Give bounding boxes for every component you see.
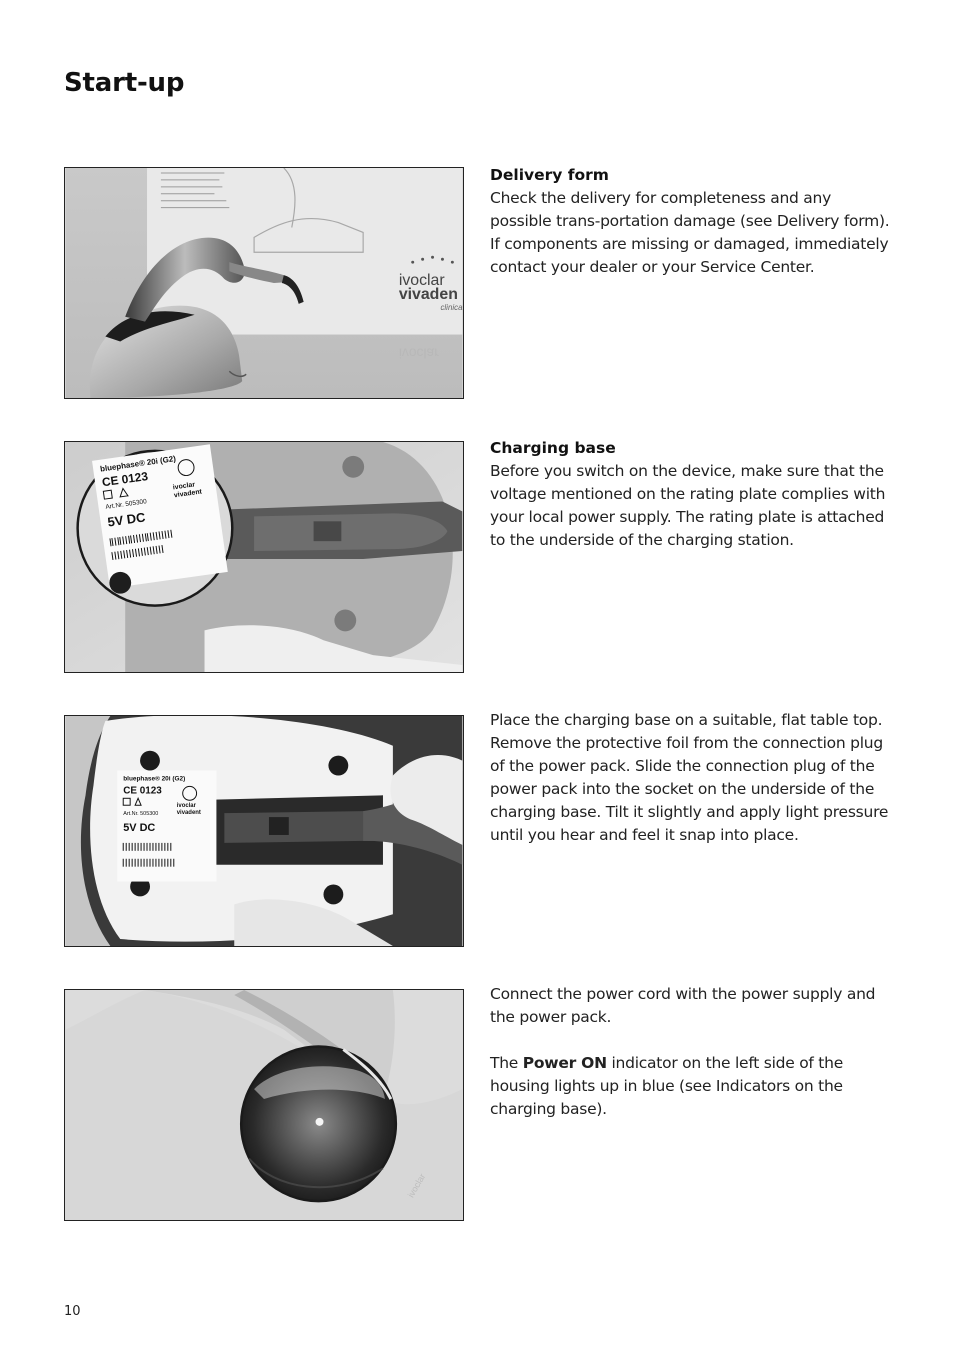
section-body-2: The Power ON indicator on the left side of the housing lights up in blue (see Indicators on the charging base). bbox=[490, 1054, 843, 1118]
label-model: bluephase® 20i (G2) bbox=[99, 454, 177, 474]
box-brand-line3: clinica bbox=[440, 302, 463, 312]
section-charging-base bbox=[490, 437, 895, 552]
rating-plate-illustration bbox=[65, 442, 463, 672]
svg-text:bluephase® 20i (G2): bluephase® 20i (G2) bbox=[123, 775, 186, 783]
photo-power-indicator bbox=[64, 989, 464, 1221]
label-ref: Art.Nr. 505300 bbox=[105, 498, 148, 511]
section-body: Before you switch on the device, make sure that the voltage mentioned on the rating plate complies with your local power supply. The rating plate is attached to the underside of the charging station. bbox=[490, 462, 886, 549]
insert-plug-illustration bbox=[65, 716, 463, 946]
section-body: Connect the power cord with the power supply and the power pack. bbox=[490, 985, 876, 1026]
page-title: Start-up bbox=[64, 68, 185, 98]
photo-rating-plate bbox=[64, 441, 464, 673]
svg-text:vivadent: vivadent bbox=[176, 810, 201, 817]
photo-device-with-box bbox=[64, 167, 464, 399]
svg-text:ivoclar: ivoclar bbox=[405, 1171, 428, 1200]
section-heading: Delivery form bbox=[490, 166, 609, 184]
power-indicator-illustration bbox=[65, 990, 463, 1220]
svg-text:ivoclar: ivoclar bbox=[176, 803, 196, 810]
section-body: Check the delivery for completeness and any possible trans-portation damage (see Delivery form). If components are missing or damaged, immediately contact your dealer or your Service Center. bbox=[490, 189, 890, 276]
svg-text:5V DC: 5V DC bbox=[123, 822, 156, 834]
photo-insert-plug bbox=[64, 715, 464, 947]
section-body: Place the charging base on a suitable, flat table top. Remove the protective foil from the connection plug of the power pack. Slide the connection plug of the power pack into the socket on the underside of the charging base. Tilt it slightly and apply light pressure until you hear and feel it snap into place. bbox=[490, 711, 889, 844]
power-on-label: Power ON bbox=[522, 1054, 607, 1072]
label-brand-line2: vivadent bbox=[173, 488, 203, 500]
svg-text:Art.Nr. 505300: Art.Nr. 505300 bbox=[123, 811, 159, 818]
svg-text:CE 0123: CE 0123 bbox=[123, 785, 162, 797]
section-connect-power bbox=[490, 983, 895, 1121]
section-heading: Charging base bbox=[490, 439, 616, 457]
box-brand-line1: ivoclar bbox=[398, 271, 445, 289]
device-with-box-illustration bbox=[65, 168, 463, 398]
box-brand-line2: vivaden bbox=[398, 285, 458, 303]
section-delivery-form bbox=[490, 164, 895, 279]
label-brand-line1: ivoclar bbox=[172, 481, 196, 492]
svg-text:ivoclar: ivoclar bbox=[398, 345, 439, 362]
section-place-base bbox=[490, 709, 895, 847]
label-voltage: 5V DC bbox=[106, 509, 147, 530]
label-ce: CE 0123 bbox=[101, 469, 149, 490]
page-number: 10 bbox=[64, 1304, 81, 1319]
